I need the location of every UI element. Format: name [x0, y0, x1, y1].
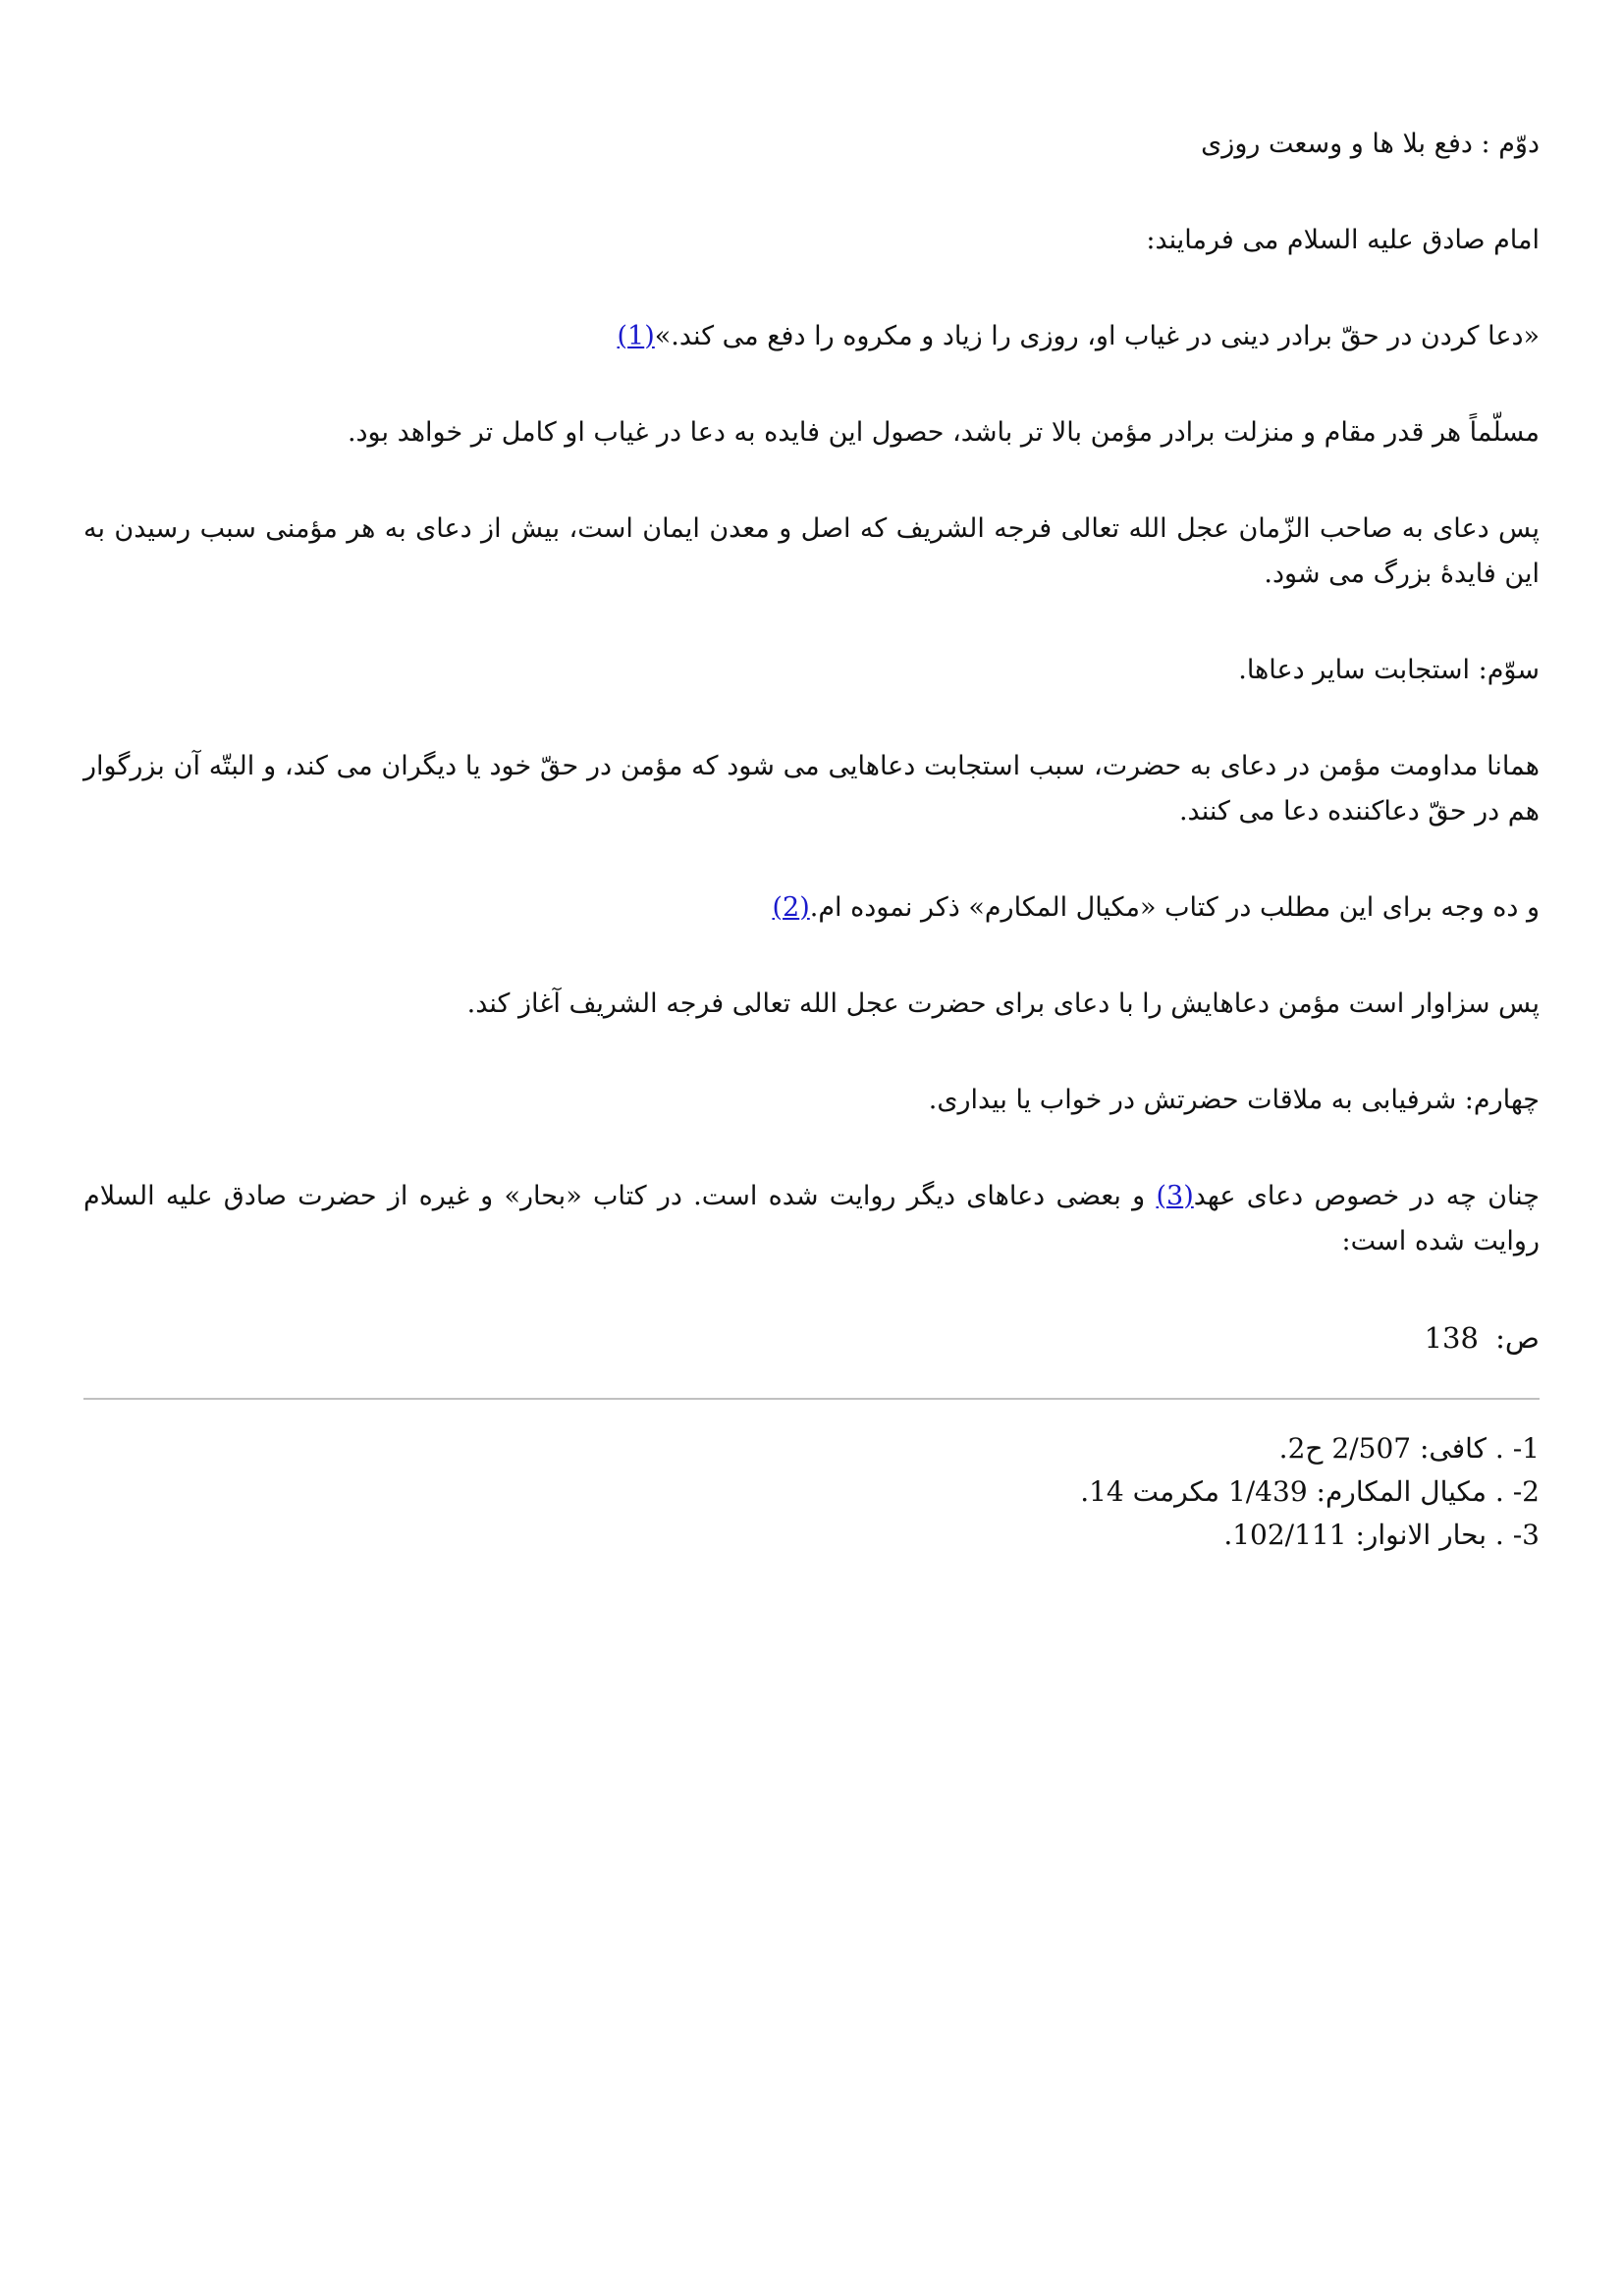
paragraph-text: پس سزاوار است مؤمن دعاهایش را با دعای برای حضرت عجل الله تعالی فرجه الشریف آغاز کند.	[466, 988, 1540, 1019]
footnote-link-2[interactable]: (2)	[772, 892, 810, 923]
page-number-label: ص:	[1495, 1321, 1540, 1355]
paragraph-text: سوّم: استجابت سایر دعاها.	[1238, 655, 1540, 685]
paragraph	[83, 507, 1540, 597]
paragraph	[83, 1174, 1540, 1264]
paragraph-text: چنان چه در خصوص دعای عهد	[1193, 1181, 1540, 1211]
paragraph	[83, 1078, 1540, 1123]
body-text	[83, 122, 1540, 1264]
paragraph	[83, 648, 1540, 693]
footnote-item: 3- . بحار الانوار: 102/111.	[1223, 1519, 1540, 1551]
paragraph-text: و ده وجه برای این مطلب در کتاب «مکیال المکارم» ذکر نموده ام.	[809, 892, 1540, 923]
paragraph-text: مسلّماً هر قدر مقام و منزلت برادر مؤمن بالا تر باشد، حصول این فایده به دعا در غیاب او کامل تر خواهد بود.	[347, 417, 1540, 448]
paragraph	[83, 744, 1540, 834]
paragraph	[83, 885, 1540, 931]
paragraph-text: پس دعای به صاحب الزّمان عجل الله تعالی فرجه الشریف که اصل و معدن ایمان است، بیش از دعای به هر مؤمنی سبب رسیدن به این فایدۀ بزرگ می شود.	[83, 513, 1540, 589]
footnote-item: 1- . کافی: 2/507 ح2.	[1278, 1432, 1540, 1465]
footnote-item: 2- . مکیال المکارم: 1/439 مکرمت 14.	[1080, 1475, 1540, 1508]
paragraph	[83, 314, 1540, 359]
paragraph-text: «دعا کردن در حقّ برادر دینی در غیاب او، روزی را زیاد و مکروه را دفع می کند.»	[654, 321, 1540, 351]
paragraph	[83, 410, 1540, 455]
paragraph	[83, 982, 1540, 1027]
paragraph-text: دوّم : دفع بلا ها و وسعت روزی	[1201, 129, 1540, 159]
page-number	[83, 1315, 1540, 1361]
footnotes-list	[83, 1427, 1540, 1557]
footnote-link-3[interactable]: (3)	[1156, 1181, 1194, 1211]
paragraph-text: همانا مداومت مؤمن در دعای به حضرت، سبب استجابت دعاهایی می شود که مؤمن در حقّ خود یا دیگران می کند، و البتّه آن بزرگوار هم در حقّ دعاکننده دعا می کنند.	[83, 751, 1540, 827]
page-number-value: 138	[1424, 1321, 1479, 1355]
paragraph	[83, 122, 1540, 167]
paragraph-text: چهارم: شرفیابی به ملاقات حضرتش در خواب یا بیداری.	[928, 1085, 1540, 1115]
paragraph	[83, 218, 1540, 263]
footnote-link-1[interactable]: (1)	[617, 321, 655, 351]
footnote-divider	[83, 1398, 1540, 1400]
paragraph-text-continued: و بعضی دعاهای دیگر روایت شده است. در کتاب «بحار» و غیره از حضرت صادق علیه السلام روایت شده است:	[83, 1181, 1540, 1256]
paragraph-text: امام صادق علیه السلام می فرمایند:	[1146, 225, 1540, 255]
